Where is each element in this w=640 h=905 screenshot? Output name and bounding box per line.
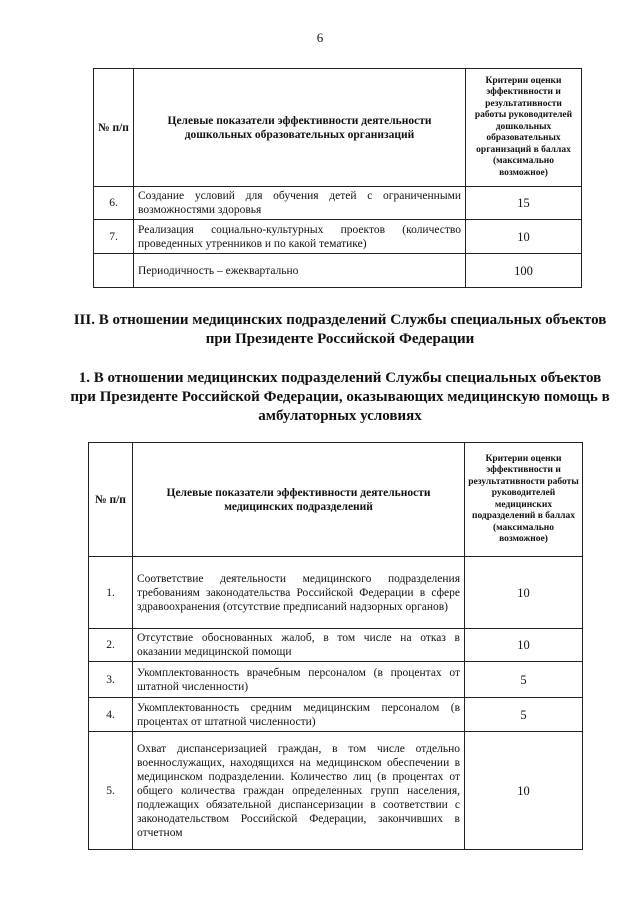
row-num bbox=[94, 254, 134, 288]
header-criteria: Критерии оценки эффективности и результативности работы руководителей медицинских подразделений в баллах (максимально возможное) bbox=[465, 443, 583, 557]
table-row bbox=[94, 220, 582, 254]
row-score: 10 bbox=[466, 220, 582, 254]
table-row bbox=[94, 187, 582, 220]
table-header-row bbox=[94, 69, 582, 187]
row-text: Периодичность – ежеквартально bbox=[134, 254, 466, 288]
row-text: Охват диспансеризацией граждан, в том числе отдельно военнослужащих, находящихся на медицинском обеспечении в медицинском подразделении. Количество лиц (в процентах от общего количества граждан определенных групп населения, подлежащих обязательной диспансеризации в соответствии с законодательством Российской Федерации, закончивших в отчетном bbox=[133, 732, 465, 850]
row-score: 5 bbox=[465, 662, 583, 698]
row-num: 1. bbox=[89, 557, 133, 629]
row-text: Укомплектованность средним медицинским персоналом (в процентах от штатной численности) bbox=[133, 698, 465, 732]
table-medical-indicators bbox=[88, 442, 583, 850]
row-num: 4. bbox=[89, 698, 133, 732]
header-indicators: Целевые показатели эффективности деятельности медицинских подразделений bbox=[133, 443, 465, 557]
row-score: 10 bbox=[465, 732, 583, 850]
row-num: 6. bbox=[94, 187, 134, 220]
page-number: 6 bbox=[316, 30, 324, 45]
table-school-indicators bbox=[93, 68, 582, 288]
row-text: Соответствие деятельности медицинского подразделения требованиям законодательства Российской Федерации в сфере здравоохранения (отсутствие предписаний надзорных органов) bbox=[133, 557, 465, 629]
row-text: Реализация социально-культурных проектов (количество проведенных утренников и по какой тематике) bbox=[134, 220, 466, 254]
row-num: 5. bbox=[89, 732, 133, 850]
table-row bbox=[89, 698, 583, 732]
row-score: 10 bbox=[465, 557, 583, 629]
row-score: 10 bbox=[465, 629, 583, 662]
table-row bbox=[89, 557, 583, 629]
row-text: Отсутствие обоснованных жалоб, в том числе на отказ в оказании медицинской помощи bbox=[133, 629, 465, 662]
header-indicators: Целевые показатели эффективности деятельности дошкольных образовательных организаций bbox=[134, 69, 466, 187]
header-num: № п/п bbox=[94, 69, 134, 187]
row-num: 3. bbox=[89, 662, 133, 698]
header-num: № п/п bbox=[89, 443, 133, 557]
row-score: 15 bbox=[466, 187, 582, 220]
sub-heading: 1. В отношении медицинских подразделений Службы специальных объектов при Президенте Российской Федерации, оказывающих медицинскую помощь в амбулаторных условиях bbox=[70, 370, 610, 424]
row-text: Укомплектованность врачебным персоналом (в процентах от штатной численности) bbox=[133, 662, 465, 698]
row-num: 7. bbox=[94, 220, 134, 254]
row-num: 2. bbox=[89, 629, 133, 662]
header-criteria: Критерии оценки эффективности и результативности работы руководителей дошкольных образовательных организаций в баллах (максимально возможное) bbox=[466, 69, 582, 187]
row-score: 100 bbox=[466, 254, 582, 288]
table-header-row bbox=[89, 443, 583, 557]
table-row bbox=[89, 629, 583, 662]
section-heading: III. В отношении медицинских подразделений Службы специальных объектов при Президенте Российской Федерации bbox=[73, 312, 607, 347]
row-text: Создание условий для обучения детей с ограниченными возможностями здоровья bbox=[134, 187, 466, 220]
table-row bbox=[89, 662, 583, 698]
table-row bbox=[89, 732, 583, 850]
row-score: 5 bbox=[465, 698, 583, 732]
table-row bbox=[94, 254, 582, 288]
